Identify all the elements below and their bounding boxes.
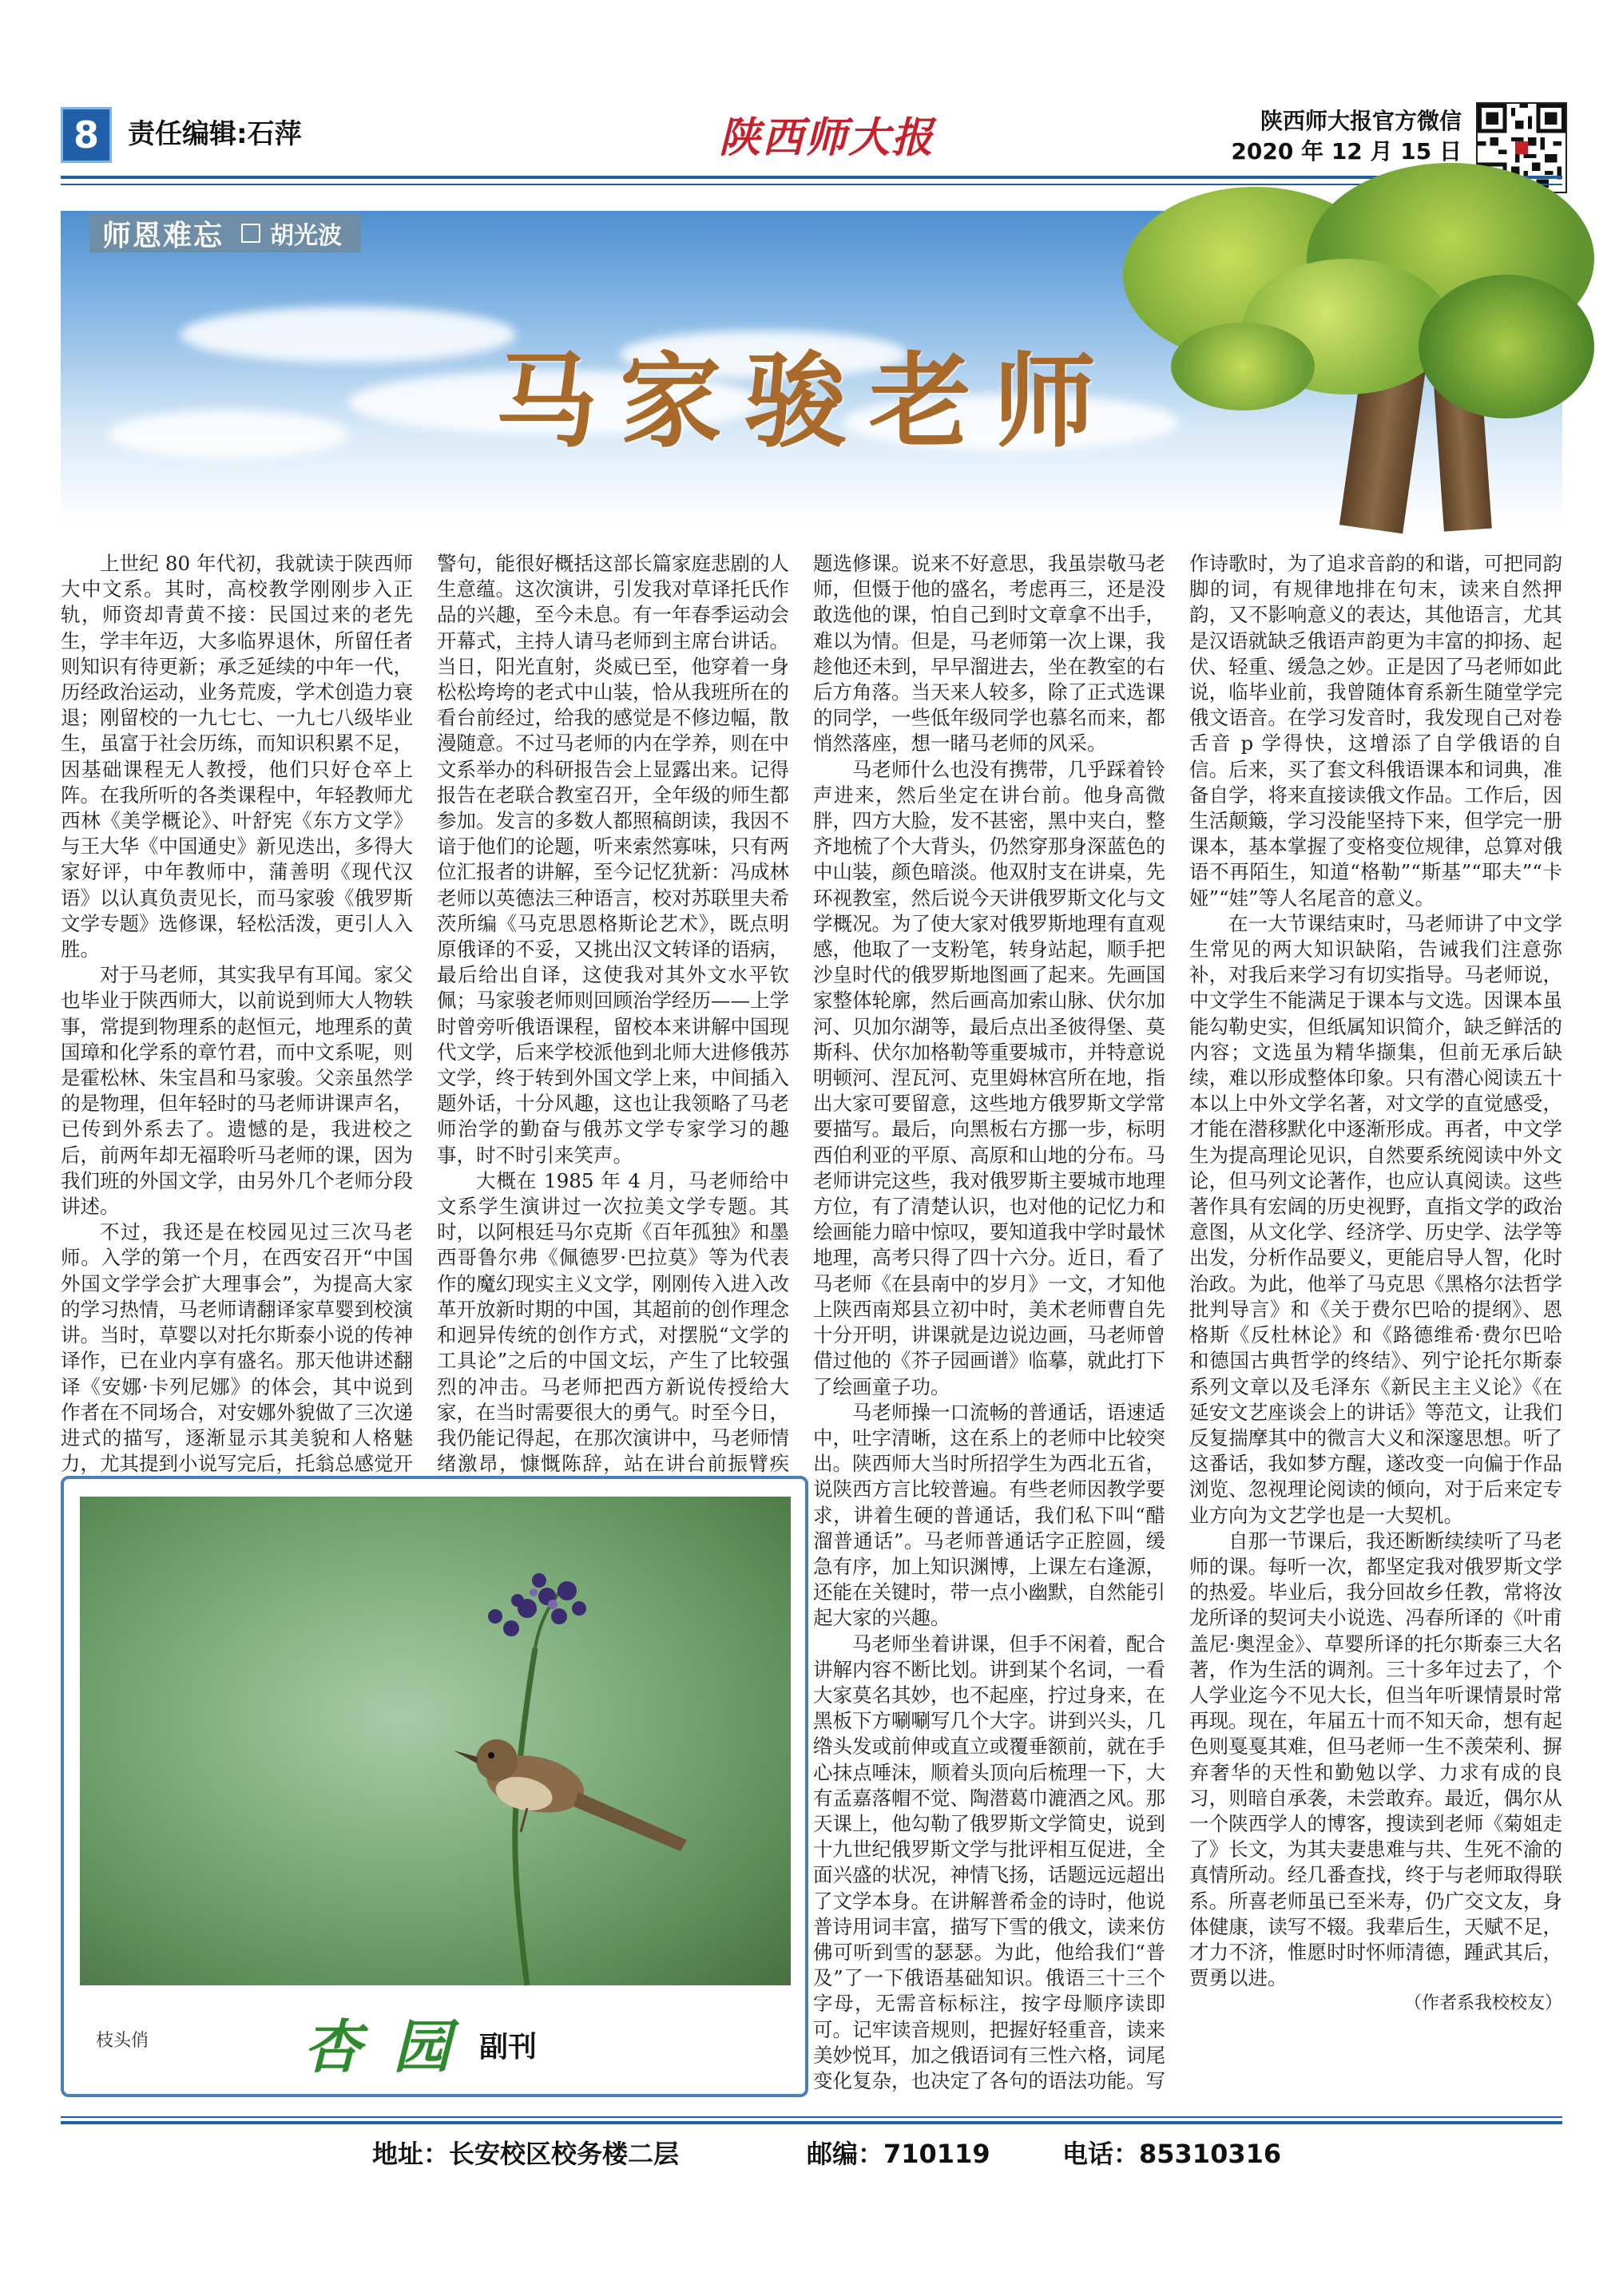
author-name: 胡光波 [270,222,343,250]
bird-photo [80,1497,791,1985]
text-column-4 [1189,551,1562,2108]
paragraph: 题选修课。说来不好意思，我虽崇敬马老师，但慑于他的盛名，考虑再三，还是没敢选他的课，怕自己到时文章拿不出手，难以为情。但是，马老师第一次上课，我趁他还未到，早早溜进去，坐在教室的右后方角落。当天来人较多，除了正式选课的同学，一些低年级同学也慕名而来，都悄然落座，想一睹马老师的风采。 [813,552,1165,755]
footer-rule-thin [61,2116,1562,2118]
paragraph: 作诗歌时，为了追求音韵的和谐，可把同韵脚的词，有规律地排在句末，读来自然押韵，又不影响意义的表达，其他语言，尤其是汉语就缺乏俄语声韵更为丰富的抑扬、起伏、轻重、缓急之妙。正是因了马老师如此说，临毕业前，我曾随体育系新生随堂学完俄文语音。在学习发音时，我发现自己对卷舌音 p 学得快，这增添了自学俄语的自信。后来，买了套文科俄语课本和词典，准备自学，将来直接读俄文作品。工作后，因生活颠簸，学习没能坚持下来，但学完一册课本，基本掌握了变格变位规律，总算对俄语不再陌生，知道“格勒”“斯基”“耶夫”“卡娅”“娃”等人名尾音的意义。 [1189,552,1562,910]
header-rule-thin [61,184,1562,185]
square-bullet-icon [241,224,260,243]
paragraph: 马老师操一口流畅的普通话，语速适中，吐字清晰，这在系上的老师中比较突出。陕西师大当时所招学生为西北五省，说陕西方言比较普遍。有些老师因教学要求，讲着生硬的普通话，我们私下叫“醋溜普通话”。马老师普通话字正腔圆，缓急有序，加上知识渊博，上课左右逢源，还能在关键时，带一点小幽默，自然能引起大家的兴趣。 [813,1400,1165,1630]
paragraph: 上世纪 80 年代初，我就读于陕西师大中文系。其时，高校教学刚刚步入正轨，师资却青黄不接：民国过来的老先生，学丰年迈，大多临界退休，所留任者则知识有待更新；承乏延续的中年一代，历经政治运动，业务荒废，学术创造力衰退；刚留校的一九七七、一九七八级毕业生，虽富于社会历练，而知识积累不足，因基础课程无人教授，他们只好仓卒上阵。在我所听的各类课程中，年轻教师尤西林《美学概论》、叶舒宪《东方文学》与王大华《中国通史》新见迭出，多得大家好评，中年教师中，蒲善明《现代汉语》以认真负责见长，而马家骏《俄罗斯文学专题》选修课，轻松活泼，更引人入胜。 [61,552,413,962]
wechat-label: 陕西师大报官方微信 [1260,108,1462,134]
text-column-1 [61,551,413,1476]
paragraph: 马老师坐着讲课，但手不闲着，配合讲解内容不断比划。讲到某个名词，一看大家莫名其妙，也不起座，拧过身来，在黑板下方唰唰写几个大字。讲到兴头，几绺头发或前伸或直立或覆垂额前，就在手心抹点唾沫，顺着头顶向后梳理一下，大有孟嘉落帽不觉、陶潜葛巾漉酒之风。那天课上，他勾勒了俄罗斯文学简史，说到十九世纪俄罗斯文学与批评相互促进，全面兴盛的状况，神情飞扬，话题远远超出了文学本身。在讲解普希金的诗时，他说普诗用词丰富，描写下雪的俄文，读来仿佛可听到雪的瑟瑟。为此，他给我们“普及”了一下俄语基础知识。俄语三十三个字母，无需音标标注，按字母顺序读即可。记牢读音规则，把握好轻重音，读来美妙悦耳，加之俄语词有三性六格，词尾变化复杂，也决定了各句的语法功能。写 [813,1632,1165,2092]
paragraph: 马老师什么也没有携带，几乎踩着铃声进来，然后坐定在讲台前。他身高微胖，四方大脸，发不甚密，黑中夹白，整齐地梳了个大背头，仍然穿那身深蓝色的中山装，颜色暗淡。他双肘支在讲桌，先环视教室，然后说今天讲俄罗斯文化与文学概况。为了使大家对俄罗斯地理有直观感，他取了一支粉笔，转身站起，顺手把沙皇时代的俄罗斯地图画了起来。先画国家整体轮廓，然后画高加索山脉、伏尔加河、贝加尔湖等，最后点出圣彼得堡、莫斯科、伏尔加格勒等重要城市，并特意说明顿河、涅瓦河、克里姆林宫所在地，指出大家可要留意，这些地方俄罗斯文学常要描写。最后，向黑板右方挪一步，标明西伯利亚的平原、高原和山地的分布。马老师讲完这些，我对俄罗斯主要城市地理方位，有了清楚认识，也对他的记忆力和绘画能力暗中惊叹，要知道我中学时最怵地理，高考只得了四十六分。近日，看了马老师《在县南中的岁月》一文，才知他上陕西南郑县立初中时，美术老师曹自先十分开明，讲课就是边说边画，马老师曾借过他的《芥子园画谱》临摹，就此打下了绘画童子功。 [813,757,1165,1398]
footer-address: 地址：长安校区校务楼二层 [372,2139,680,2169]
footer-rule [61,2121,1562,2124]
header-rule [61,176,1562,179]
masthead-logo: 陕西师大报 [718,113,935,162]
text-column-3 [813,551,1165,2108]
footer-postcode: 邮编：710119 [807,2139,990,2169]
column-tag [89,214,361,252]
paragraph: 大概在 1985 年 4 月，马老师给中文系学生演讲过一次拉美文学专题。其时，以阿根廷马尔克斯《百年孤独》和墨西哥鲁尔弗《佩德罗·巴拉莫》等为代表作的魔幻现实主义文学，刚刚传入进入改革开放新时期的中国，其超前的创作理念和迥异传统的创作方式，对摆脱“文学的工具论”之后的中国文坛，产生了比较强烈的冲击。马老师把西方新说传授给大家，在当时需要很大的勇气。时至今日，我仍能记得起，在那次演讲中，马老师情绪激昂，慷慨陈辞，站在讲台前振臂疾 [437,1168,789,1476]
photo-caption: 枝头俏 [96,2031,149,2051]
page-number: 8 [61,107,112,163]
paragraph: 自那一节课后，我还断断续续听了马老师的课。每听一次，都坚定我对俄罗斯文学的热爱。毕业后，我分回故乡任教，常将汝龙所译的契诃夫小说选、冯春所译的《叶甫盖尼·奥涅金》、草婴所译的托尔斯泰三大名著，作为生活的调剂。三十多年过去了，个人学业迄今不见大长，但当年听课情景时常再现。现在，年届五十而不知天命，想有起色则戛戛其难，但马老师一生不羡荣利、摒弃奢华的天性和勤勉以学、力求有成的良习，则暗自承袭，未尝敢弃。最近，偶尔从一个陕西学人的博客，搜读到老师《菊姐走了》长文，为其夫妻患难与共、生死不渝的真情所动。经几番查找，终于与老师取得联系。所喜老师虽已至米寿，仍广交文友，身体健康，读写不辍。我辈后生，天赋不足，才力不济，惟愿时时怀师清德，踵武其后，贾勇以进。 [1189,1529,1562,1990]
editor-credit: 责任编辑:石萍 [128,118,302,150]
author-signature: （作者系我校校友） [1403,1993,1562,2014]
paragraph: 在一大节课结束时，马老师讲了中文学生常见的两大知识缺陷，告诫我们注意弥补，对我后来学习有切实指导。马老师说，中文学生不能满足于课本与文选。因课本虽能勾勒史实，但纸属知识简介，缺乏鲜活的内容；文选虽为精华撷集，但前无承后缺续，难以形成整体印象。只有潜心阅读五十本以上中外文学名著，对文学的直觉感受，才能在潜移默化中逐渐形成。再者，中文学生为提高理论见识，自然要系统阅读中外文论，但马列文论著作，也应认真阅读。这些著作具有宏阔的历史视野，直指文学的政治意图，从文化学、经济学、历史学、法学等出发，分析作品要义，更能启导人智，化时治政。为此，他举了马克思《黑格尔法哲学批判导言》和《关于费尔巴哈的提纲》、恩格斯《反杜林论》和《路德维希·费尔巴哈和德国古典哲学的终结》、列宁论托尔斯泰系列文章以及毛泽东《新民主主义论》《在延安文艺座谈会上的讲话》等范文，让我们反复揣摩其中的微言大义和深邃思想。听了这番话，我如梦方醒，遂改变一向偏于作品浏览、忽视理论阅读的倾向，对于后来定专业方向为文艺学也是一大契机。 [1189,911,1562,1527]
paragraph: 对于马老师，其实我早有耳闻。家父也毕业于陕西师大，以前说到师大人物轶事，常提到物理系的赵恒元，地理系的黄国璋和化学系的章竹君，而中文系呢，则是霍松林、朱宝昌和马家骏。父亲虽然学的是物理，但年轻时的马老师讲课声名，已传到外系去了。遗憾的是，我进校之后，前两年却无福聆听马老师的课，因为我们班的外国文学，由另外几个老师分段讲述。 [61,963,413,1219]
article-headline: 马家骏老师 [494,342,1118,462]
supplement-label: 副刊 [479,2031,538,2064]
column-name: 师恩难忘 [102,218,224,252]
paragraph: 不过，我还是在校园见过三次马老师。入学的第一个月，在西安召开“中国外国文学学会扩大理事会”，为提高大家的学习热情，马老师请翻译家草婴到校演讲。当时，草婴以对托尔斯泰小说的传神译作，已在业内享有盛名。那天他讲述翻译《安娜·卡列尼娜》的体会，其中说到作者在不同场合，对安娜外貌做了三次递进式的描写，逐渐显示其美貌和人格魅力，尤其提到小说写完后，托翁总感觉开 [61,1220,413,1476]
footer-phone: 电话：85310316 [1062,2139,1282,2169]
supplement-title: 杏园 [304,2012,483,2080]
issue-date: 2020 年 12 月 15 日 [1231,138,1462,165]
paragraph: 警句，能很好概括这部长篇家庭悲剧的人生意蕴。这次演讲，引发我对草译托氏作品的兴趣，至今未息。有一年春季运动会开幕式，主持人请马老师到主席台讲话。当日，阳光直射，炎威已至，他穿着一身松松垮垮的老式中山装，恰从我班所在的看台前经过，给我的感觉是不修边幅，散漫随意。不过马老师的内在学养，则在中文系举办的科研报告会上显露出来。记得报告在老联合教室召开，全年级的师生都参加。发言的多数人都照稿朗读，我因不谙于他们的论题，听来索然寡味，只有两位汇报者的讲解，至今记忆犹新：冯成林老师以英德法三种语言，校对苏联里夫希茨所编《马克思恩格斯论艺术》，既点明原俄译的不妥，又挑出汉文转译的语病，最后给出自译，这使我对其外文水平钦佩；马家骏老师则回顾治学经历——上学时曾旁听俄语课程，留校本来讲解中国现代文学，后来学校派他到北师大进修俄苏文学，终于转到外国文学上来，中间插入题外话，十分风趣，这也让我领略了马老师治学的勤奋与俄苏文学专家学习的趣事，时不时引来笑声。 [437,552,789,1167]
text-column-2 [437,551,789,1476]
